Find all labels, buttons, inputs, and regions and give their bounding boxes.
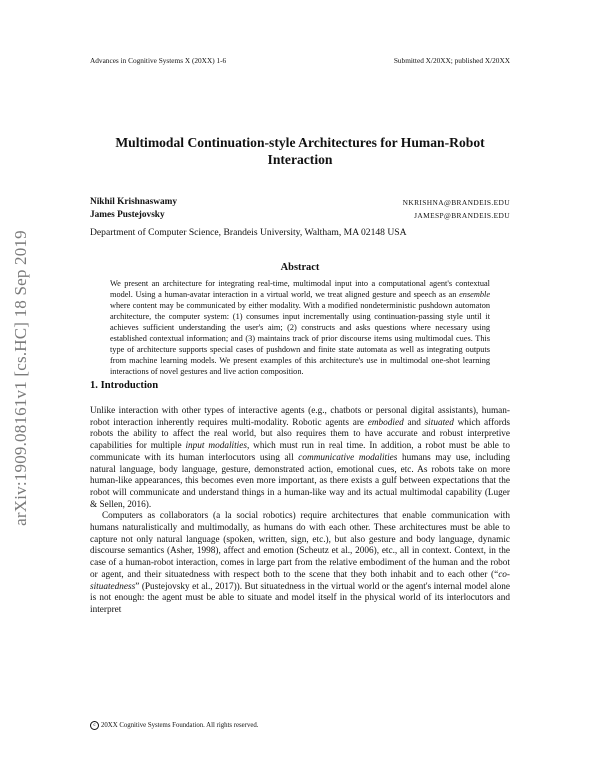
section-heading: 1. Introduction [90, 380, 159, 391]
author-email[interactable]: JAMESP@BRANDEIS.EDU [414, 211, 510, 220]
arxiv-sidebar-stamp [10, 205, 32, 550]
intro-paragraph-1: Unlike interaction with other types of interactive agents (e.g., chatbots or personal digital assistants), human-robot interaction inherently requires multi-modality. Robotic agents are embodied and situated which affords robots the ability to affect the real world, but also requires them to have accurate and robust interpretive capabilities for multiple input modalities, which must run in real time. In addition, a robot must be able to communicate with its human interlocutors using all communicative modalities humans may use, including natural language, body language, gesture, demonstrated action, emotional cues, etc. As robots take on more human-like appearances, this becomes even more important, as there exists a gulf between expectations that the robot will communicate and understand things in a human-like way and its actual multimodal capability (Luger & Sellen, 2016). [90, 406, 510, 510]
author-name: Nikhil Krishnaswamy [90, 197, 178, 207]
copyright-text: 20XX Cognitive Systems Foundation. All rights reserved. [101, 722, 259, 730]
author-row-2 [90, 210, 510, 220]
arxiv-id: arXiv:1909.08161v1 [cs.HC] 18 Sep 2019 [11, 229, 30, 526]
submission-header: Submitted X/20XX; published X/20XX [393, 56, 510, 65]
title-line-1: Multimodal Continuation-style Architectures for Human-Robot [115, 135, 485, 150]
intro-paragraph-2: Computers as collaborators (a la social robotics) require architectures that enable communication with humans naturalistically and multimodally, as humans do with each other. These architectures must be able to capture not only natural language (spoken, written, sign, etc.), but also gesture and body language, dynamic discourse semantics (Asher, 1998), affect and emotion (Scheutz et al., 2006), etc., all in context. Context, in the case of a human-robot interaction, comes in large part from the relative embodiment of the human and the robot or agent, and their situatedness with respect both to the scene that they both inhabit and to each other (“co-situatedness” (Pustejovsky et al., 2017)). But situatedness in the virtual world or the agent's internal model alone is not enough: the agent must be able to situate and model itself in the physical world of its interlocutors and interpret [90, 511, 510, 615]
author-name: James Pustejovsky [90, 210, 165, 220]
copyright-footer [90, 721, 258, 730]
journal-header: Advances in Cognitive Systems X (20XX) 1-6 [90, 56, 227, 65]
abstract-heading: Abstract [280, 262, 320, 273]
author-email[interactable]: NKRISHNA@BRANDEIS.EDU [402, 198, 510, 207]
title-line-2: Interaction [267, 152, 333, 167]
author-row-1 [90, 197, 510, 207]
paper-title [90, 134, 510, 168]
body-text [90, 406, 510, 617]
affiliation: Department of Computer Science, Brandeis University, Waltham, MA 02148 USA [90, 227, 407, 238]
abstract-text: We present an architecture for integrating real-time, multimodal input into a computational agent's contextual model. Using a human-avatar interaction in a virtual world, we treat aligned gesture and speech as an ensemble where content may be communicated by either modality. With a modified nondeterministic pushdown automaton architecture, the computer system: (1) consumes input incrementally using continuation-passing style until it achieves sufficient understanding the user's aim; (2) constructs and asks questions where necessary using established contextual information; and (3) maintains track of prior discourse items using multimodal cues. This type of architecture supports special cases of pushdown and finite state automata as well as integrating outputs from machine learning models. We present examples of this architecture's use in multimodal one-shot learning interactions of novel gestures and live action composition. [110, 279, 490, 376]
copyright-icon: c [90, 721, 99, 730]
